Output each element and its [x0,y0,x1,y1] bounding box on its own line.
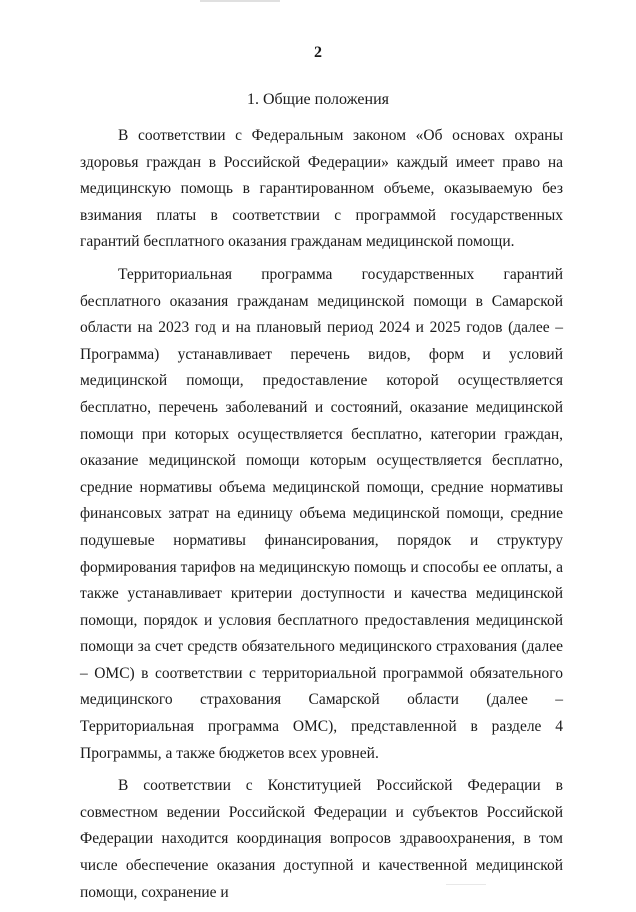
section-heading: 1. Общие положения [246,91,390,108]
paragraph-2: Территориальная программа государственных гарантий бесплатного оказания гражданам медицинской помощи в Самарской области на 2023 год и на плановый период 2024 и 2025 годов (далее – Программа) устанавливает перечень видов, форм и условий медицинской помощи, предоставление которой осуществляется бесплатно, перечень заболеваний и состояний, оказание медицинской помощи при которых осуществляется бесплатно, категории граждан, оказание медицинской помощи которым осуществляется бесплатно, средние нормативы объема медицинской помощи, средние нормативы финансовых затрат на единицу объема медицинской помощи, средние подушевые нормативы финансирования, порядок и структуру формирования тарифов на медицинскую помощь и способы ее оплаты, а также устанавливает критерии доступности и качества медицинской помощи, порядок и условия бесплатного предоставления медицинской помощи за счет средств обязательного медицинского страхования (далее – ОМС) в соответствии с территориальной программой обязательного медицинского страхования Самарской области (далее – Территориальная программа ОМС), представленной в разделе 4 Программы, а также бюджетов всех уровней. [80,265,563,762]
scan-artifact-top [200,0,280,2]
paragraph-1: В соответствии с Федеральным законом «Об основах охраны здоровья граждан в Российской Федерации» каждый имеет право на медицинскую помощь в гарантированном объеме, оказываемую без взимания платы в соответствии с программой государственных гарантий бесплатного оказания гражданам медицинской помощи. [80,127,563,251]
paragraph-3: В соответствии с Конституцией Российской Федерации в совместном ведении Российской Федерации и субъектов Российской Федерации находится координация вопросов здравоохранения, в том числе обеспечение оказания доступной и качественной медицинской помощи, сохранение и [80,777,563,901]
body-text [80,123,563,912]
scan-artifact-bottom [446,884,486,885]
page-number: 2 [314,44,322,61]
